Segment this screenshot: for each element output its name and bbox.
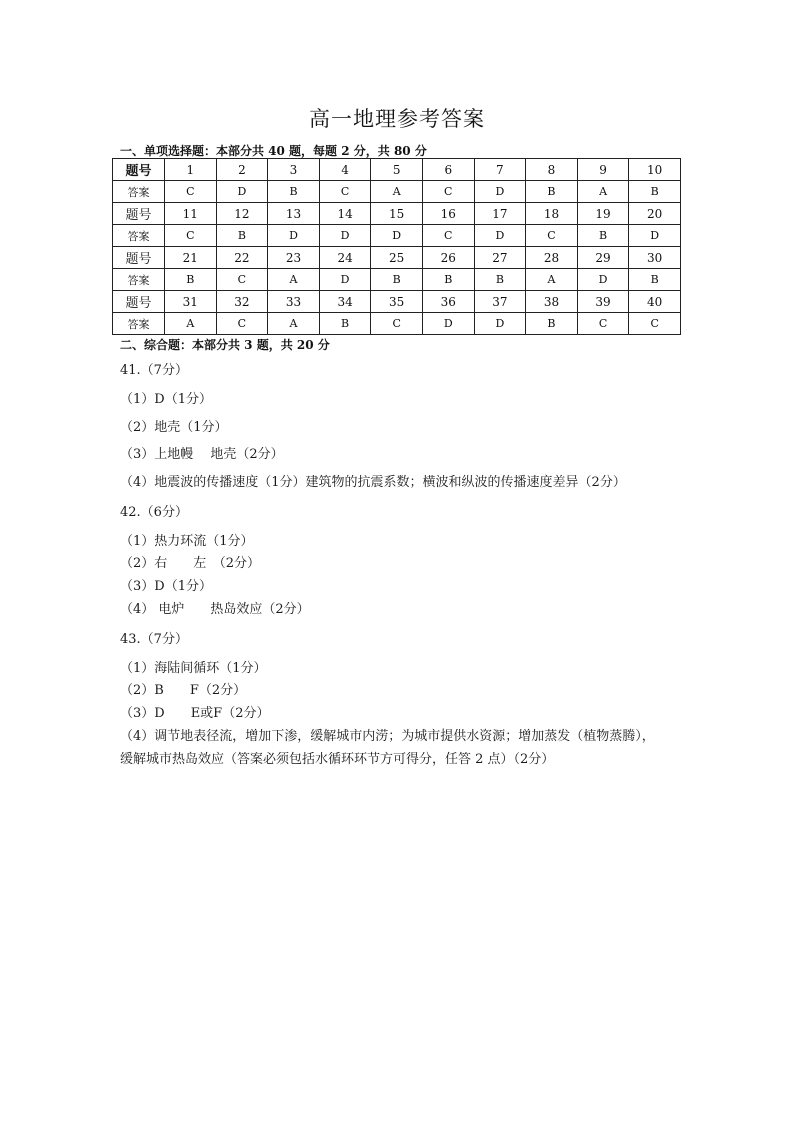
table-cell: A: [268, 313, 320, 335]
table-cell: 39: [577, 291, 629, 313]
table-row: [113, 313, 681, 335]
table-cell: B: [577, 225, 629, 247]
table-cell: 6: [422, 159, 474, 181]
question-43-heading: 43.（7分）: [120, 632, 188, 647]
answer-table: [112, 158, 681, 335]
table-row: [113, 247, 681, 269]
table-cell: A: [371, 181, 423, 203]
question-43-answer-2: （2）B F（2分）: [120, 683, 247, 698]
question-41-answer-4: （4）地震波的传播速度（1分）建筑物的抗震系数；横波和纵波的传播速度差异（2分）: [120, 475, 626, 490]
table-cell: C: [216, 269, 268, 291]
question-43-answer-3: （3）D E或F（2分）: [120, 706, 270, 721]
table-cell: 12: [216, 203, 268, 225]
section-1-heading: 一、单项选择题：本部分共 40 题，每题 2 分，共 80 分: [120, 144, 427, 158]
table-cell: 9: [577, 159, 629, 181]
question-43-answer-4-line-1: （4）调节地表径流，增加下渗，缓解城市内涝；为城市提供水资源；增加蒸发（植物蒸腾），: [120, 729, 655, 744]
question-42-heading: 42.（6分）: [120, 505, 188, 520]
table-cell: 25: [371, 247, 423, 269]
table-cell: 17: [474, 203, 526, 225]
table-row: [113, 159, 681, 181]
table-row: [113, 291, 681, 313]
table-cell: D: [216, 181, 268, 203]
table-cell: 26: [422, 247, 474, 269]
row-label: 题号: [113, 159, 165, 181]
table-cell: B: [371, 269, 423, 291]
table-cell: 37: [474, 291, 526, 313]
table-cell: C: [577, 313, 629, 335]
table-cell: 13: [268, 203, 320, 225]
table-cell: D: [268, 225, 320, 247]
table-cell: D: [319, 225, 371, 247]
row-label: 题号: [113, 291, 165, 313]
table-cell: A: [526, 269, 578, 291]
table-row: [113, 203, 681, 225]
table-cell: B: [526, 313, 578, 335]
table-cell: C: [526, 225, 578, 247]
question-42-answer-3: （3）D（1分）: [120, 579, 212, 594]
table-cell: 3: [268, 159, 320, 181]
table-cell: C: [165, 181, 217, 203]
table-row: [113, 225, 681, 247]
table-cell: 19: [577, 203, 629, 225]
table-cell: 15: [371, 203, 423, 225]
table-cell: 8: [526, 159, 578, 181]
table-cell: 22: [216, 247, 268, 269]
table-cell: B: [629, 181, 681, 203]
table-cell: 35: [371, 291, 423, 313]
table-cell: D: [629, 225, 681, 247]
table-cell: C: [371, 313, 423, 335]
table-cell: 18: [526, 203, 578, 225]
row-label: 答案: [113, 225, 165, 247]
table-cell: B: [474, 269, 526, 291]
answer-table-body: [113, 159, 681, 335]
table-cell: B: [165, 269, 217, 291]
table-cell: 23: [268, 247, 320, 269]
table-cell: A: [577, 181, 629, 203]
page-title: 高一地理参考答案: [309, 107, 485, 131]
row-label: 答案: [113, 313, 165, 335]
table-cell: 30: [629, 247, 681, 269]
table-cell: 2: [216, 159, 268, 181]
question-43-answer-4-line-2: 缓解城市热岛效应（答案必须包括水循环环节方可得分，任答 2 点）（2分）: [120, 752, 555, 767]
table-cell: 27: [474, 247, 526, 269]
table-cell: 36: [422, 291, 474, 313]
table-cell: 16: [422, 203, 474, 225]
table-cell: 14: [319, 203, 371, 225]
table-cell: 28: [526, 247, 578, 269]
table-cell: 32: [216, 291, 268, 313]
question-43-answer-1: （1）海陆间循环（1分）: [120, 661, 267, 676]
table-cell: C: [165, 225, 217, 247]
table-cell: 10: [629, 159, 681, 181]
row-label: 题号: [113, 203, 165, 225]
table-cell: 20: [629, 203, 681, 225]
question-42-answer-2: （2）右 左 （2分）: [120, 556, 261, 571]
table-cell: D: [371, 225, 423, 247]
table-cell: B: [216, 225, 268, 247]
table-cell: A: [268, 269, 320, 291]
row-label: 答案: [113, 269, 165, 291]
row-label: 答案: [113, 181, 165, 203]
table-cell: 24: [319, 247, 371, 269]
table-cell: C: [422, 225, 474, 247]
table-cell: 34: [319, 291, 371, 313]
table-cell: 21: [165, 247, 217, 269]
table-cell: C: [629, 313, 681, 335]
table-cell: 4: [319, 159, 371, 181]
table-cell: 7: [474, 159, 526, 181]
table-cell: D: [319, 269, 371, 291]
table-cell: D: [474, 313, 526, 335]
table-cell: B: [629, 269, 681, 291]
table-cell: D: [474, 181, 526, 203]
question-41-answer-3: （3）上地幔 地壳（2分）: [120, 447, 284, 462]
table-cell: C: [319, 181, 371, 203]
table-cell: 40: [629, 291, 681, 313]
row-label: 题号: [113, 247, 165, 269]
table-cell: C: [422, 181, 474, 203]
table-cell: 29: [577, 247, 629, 269]
table-cell: D: [422, 313, 474, 335]
table-cell: 5: [371, 159, 423, 181]
question-41-answer-1: （1）D（1分）: [120, 392, 212, 407]
table-row: [113, 181, 681, 203]
table-cell: D: [577, 269, 629, 291]
question-42-answer-1: （1）热力环流（1分）: [120, 534, 254, 549]
table-cell: B: [319, 313, 371, 335]
table-cell: B: [526, 181, 578, 203]
table-row: [113, 269, 681, 291]
table-cell: C: [216, 313, 268, 335]
question-41-answer-2: （2）地壳（1分）: [120, 420, 228, 435]
table-cell: A: [165, 313, 217, 335]
table-cell: 33: [268, 291, 320, 313]
question-42-answer-4: （4） 电炉 热岛效应（2分）: [120, 602, 310, 617]
table-cell: D: [474, 225, 526, 247]
table-cell: B: [422, 269, 474, 291]
section-2-heading: 二、综合题：本部分共 3 题，共 20 分: [120, 338, 330, 352]
table-cell: 38: [526, 291, 578, 313]
question-41-heading: 41.（7分）: [120, 363, 188, 378]
table-cell: B: [268, 181, 320, 203]
table-cell: 31: [165, 291, 217, 313]
table-cell: 11: [165, 203, 217, 225]
table-cell: 1: [165, 159, 217, 181]
